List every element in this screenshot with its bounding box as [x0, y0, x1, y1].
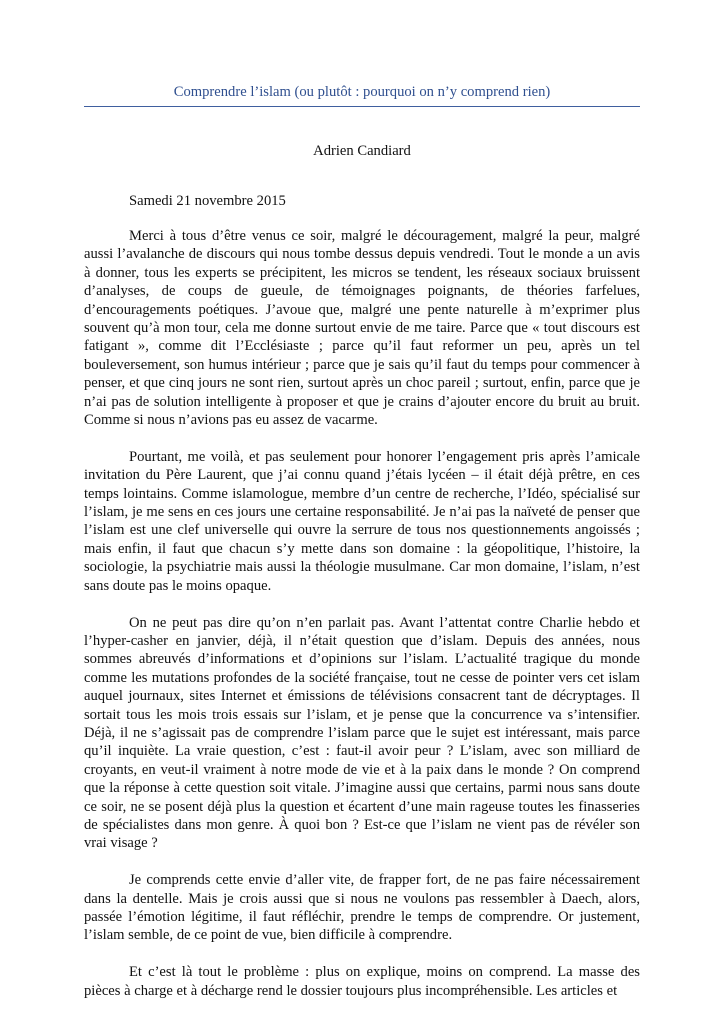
author-name: Adrien Candiard [313, 143, 411, 159]
running-header: Comprendre l’islam (ou plutôt : pourquoi on n’y comprend rien) [173, 84, 551, 100]
document-body [84, 227, 640, 1018]
header-rule [84, 106, 640, 107]
paragraph: Pourtant, me voilà, et pas seulement pour honorer l’engagement pris après l’amicale invitation du Père Laurent, que j’ai connu quand j’étais lycéen – il était déjà prêtre, en ces temps lointains. Comme islamologue, membre d’un centre de recherche, l’Idéo, spécialisé sur l’islam, je me sens en ces jours une certaine responsabilité. Je n’ai pas la naïveté de penser que l’islam est une clef universelle qui ouvre la serrure de tous nos questionnements angoissés ; mais enfin, il faut que chacun s’y mette dans son domaine : la géopolitique, l’histoire, la sociologie, la psychiatrie mais aussi la théologie musulmane. Car mon domaine, l’islam, n’est sans doute pas le moins opaque. [84, 448, 640, 594]
paragraph: Et c’est là tout le problème : plus on explique, moins on comprend. La masse des pièces à charge et à décharge rend le dossier toujours plus incompréhensible. Les articles et [84, 964, 640, 999]
paragraph: Merci à tous d’être venus ce soir, malgré le découragement, malgré la peur, malgré aussi l’avalanche de discours qui nous tombe dessus depuis vendredi. Tout le monde a un avis à donner, tous les experts se précipitent, les micros se tendent, les réseaux sociaux bruissent d’analyses, de coups de gueule, de témoignages poignants, de théories farfelues, d’encouragements poétiques. J’avoue que, malgré une pente naturelle à m’exprimer plus souvent qu’à mon tour, cela me donne surtout envie de me taire. Parce que « tout discours est fatigant », comme dit l’Ecclésiaste ; parce qu’il faut reformer un peu, après un tel bouleversement, son humus intérieur ; parce que je sais qu’il faut du temps pour commencer à penser, et que cinq jours ne sont rien, surtout après un choc pareil ; surtout, enfin, parce que je n’ai pas de solution intelligente à proposer et que je crains d’ajouter encore du bruit au bruit. Comme si nous n’avions pas eu assez de vacarme. [84, 228, 640, 429]
paragraph: Je comprends cette envie d’aller vite, de frapper fort, de ne pas faire nécessairement dans la dentelle. Mais je crois aussi que si nous ne voulons pas ressembler à Daech, alors, passée l’émotion légitime, il faut réfléchir, prendre le temps de comprendre. Or justement, l’islam semble, de ce point de vue, bien difficile à comprendre. [84, 872, 640, 944]
paragraph: On ne peut pas dire qu’on n’en parlait pas. Avant l’attentat contre Charlie hebdo et l’hyper-casher en janvier, déjà, il n’était question que d’islam. Depuis des années, nous sommes abreuvés d’informations et d’opinions sur l’islam. L’actualité tragique du monde comme les mutations profondes de la société française, tout ne cesse de pointer vers cet islam auquel journaux, sites Internet et émissions de télévisions consacrent tant de décryptages. Il sortait tous les mois trois essais sur l’islam, et je pense que la concurrence va s’intensifier. Déjà, il ne s’agissait pas de comprendre l’islam parce que le sujet est intéressant, mais parce qu’il inquiète. La vraie question, c’est : faut-il avoir peur ? L’islam, avec son milliard de croyants, en veut-il vraiment à notre mode de vie et à la paix dans le monde ? On comprend que la réponse à cette question soit vitale. J’imagine aussi que certains, parmi nous sans doute ce soir, ne se posent déjà plus la question et écartent d’une main rageuse toutes les finasseries de spécialistes dans mon genre. À quoi bon ? Est-ce que l’islam ne vient pas de révéler son vrai visage ? [84, 614, 640, 852]
date-line: Samedi 21 novembre 2015 [129, 193, 286, 209]
